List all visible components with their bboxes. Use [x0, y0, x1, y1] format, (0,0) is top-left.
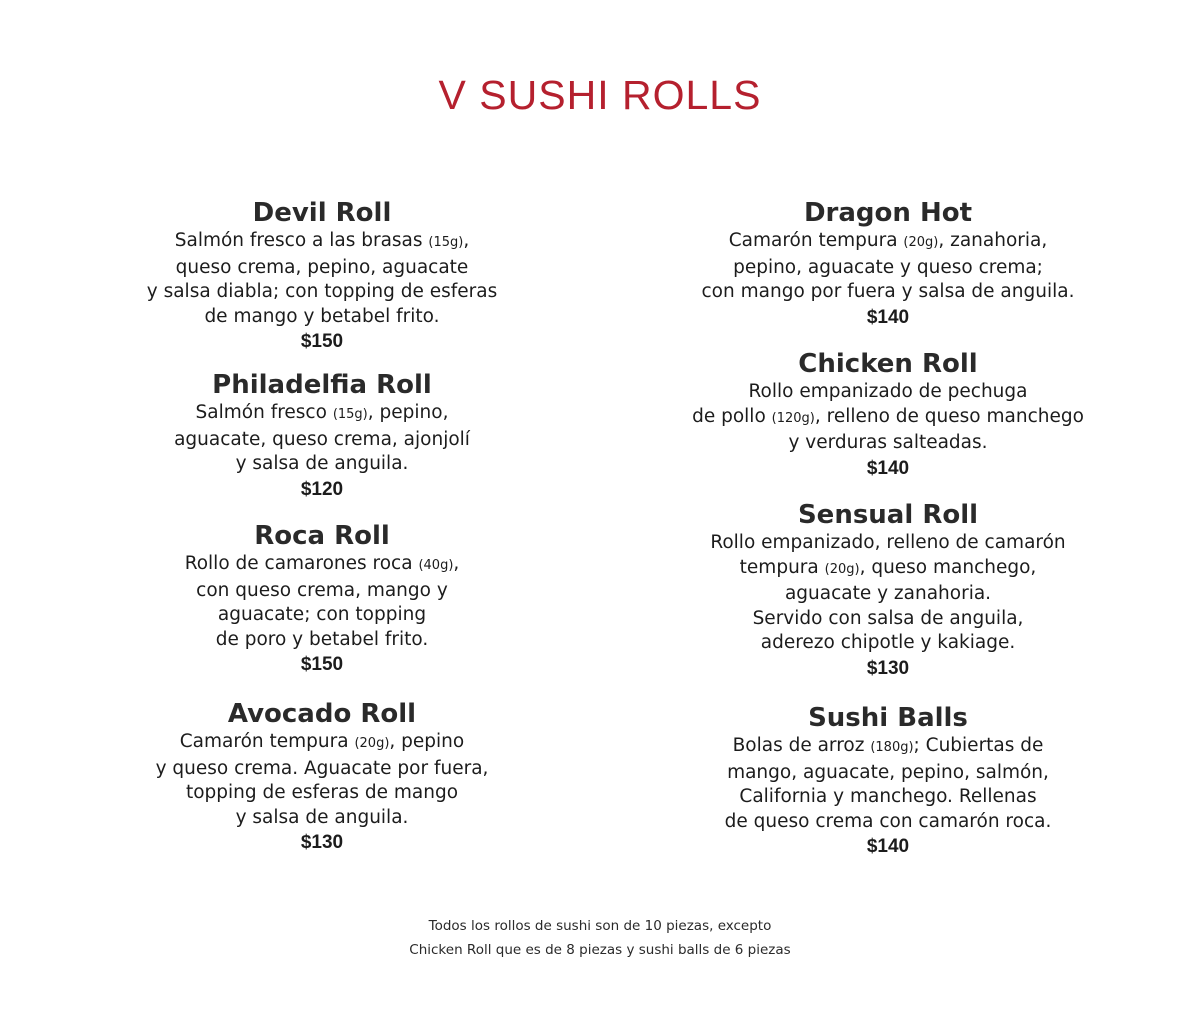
desc-line: queso crema, pepino, aguacate [175, 256, 469, 278]
desc-line: Servido con salsa de anguila, [752, 607, 1024, 629]
item-price: $130 [866, 657, 910, 679]
desc-line: de poro y betabel frito. [215, 628, 429, 650]
desc-line: con queso crema, mango y [196, 579, 448, 601]
item-name: Sensual Roll [797, 500, 979, 530]
menu-item-avocado-roll [130, 698, 514, 855]
item-name: Devil Roll [252, 198, 392, 228]
item-price: $150 [300, 331, 344, 353]
menu-item-sensual-roll [668, 499, 1108, 681]
menu-item-sushi-balls [668, 702, 1108, 859]
desc-line: pepino, aguacate y queso crema; [733, 256, 1043, 278]
desc-line: Salmón fresco a las brasas (15g), [174, 230, 470, 251]
item-description [130, 730, 514, 830]
item-description [130, 552, 514, 652]
item-description [668, 380, 1108, 456]
item-price: $150 [300, 654, 344, 676]
desc-line: Rollo empanizado, relleno de camarón [710, 532, 1066, 553]
item-description [130, 401, 514, 477]
desc-line: y verduras salteadas. [788, 432, 988, 454]
desc-line: aguacate; con topping [217, 604, 427, 626]
desc-line: de pollo (120g), relleno de queso manchego [692, 405, 1084, 427]
menu-item-chicken-roll [668, 348, 1108, 481]
item-name: Dragon Hot [803, 198, 973, 228]
item-price: $140 [866, 836, 910, 858]
desc-line: y salsa de anguila. [235, 806, 409, 828]
desc-line: Camarón tempura (20g), pepino [179, 731, 465, 752]
item-name: Sushi Balls [808, 703, 968, 733]
desc-line: y queso crema. Aguacate por fuera, [155, 757, 489, 779]
item-description [130, 229, 514, 329]
desc-line: y salsa de anguila. [235, 453, 409, 475]
desc-line: aguacate, queso crema, ajonjolí [174, 428, 470, 450]
desc-line: topping de esferas de mango [185, 782, 459, 804]
desc-line: aderezo chipotle y kakiage. [760, 632, 1016, 654]
item-name: Roca Roll [254, 521, 390, 551]
item-price: $120 [300, 478, 344, 500]
desc-line: de queso crema con camarón roca. [724, 810, 1052, 832]
page-title: V SUSHI ROLLS [438, 72, 762, 118]
item-name: Philadelfia Roll [212, 370, 432, 400]
item-description [668, 531, 1108, 656]
footer-line: Chicken Roll que es de 8 piezas y sushi balls de 6 piezas [409, 942, 791, 958]
desc-line: tempura (20g), queso manchego, [739, 556, 1037, 578]
desc-line: de mango y betabel frito. [204, 305, 440, 327]
desc-line: aguacate y zanahoria. [784, 583, 992, 605]
item-name: Chicken Roll [798, 349, 978, 379]
menu-item-roca-roll [130, 520, 514, 677]
desc-line: mango, aguacate, pepino, salmón, [727, 761, 1049, 783]
desc-line: y salsa diabla; con topping de esferas [146, 281, 498, 303]
desc-line: Salmón fresco (15g), pepino, [195, 402, 449, 423]
desc-line: Bolas de arroz (180g); Cubiertas de [732, 735, 1044, 756]
desc-line: California y manchego. Rellenas [739, 786, 1037, 808]
item-description [668, 229, 1108, 305]
desc-line: Camarón tempura (20g), zanahoria, [728, 230, 1048, 251]
desc-line: con mango por fuera y salsa de anguila. [701, 281, 1075, 303]
footer-line: Todos los rollos de sushi son de 10 piezas, excepto [428, 918, 772, 934]
footer-note [0, 914, 1200, 962]
desc-line: Rollo empanizado de pechuga [748, 381, 1028, 402]
item-name: Avocado Roll [227, 699, 417, 729]
item-price: $130 [300, 832, 344, 854]
item-description [668, 734, 1108, 834]
menu-item-dragon-hot [668, 197, 1108, 330]
menu-item-philadelfia-roll [130, 369, 514, 502]
item-price: $140 [866, 306, 910, 328]
menu-item-devil-roll [130, 197, 514, 354]
desc-line: Rollo de camarones roca (40g), [184, 553, 460, 574]
item-price: $140 [866, 457, 910, 479]
